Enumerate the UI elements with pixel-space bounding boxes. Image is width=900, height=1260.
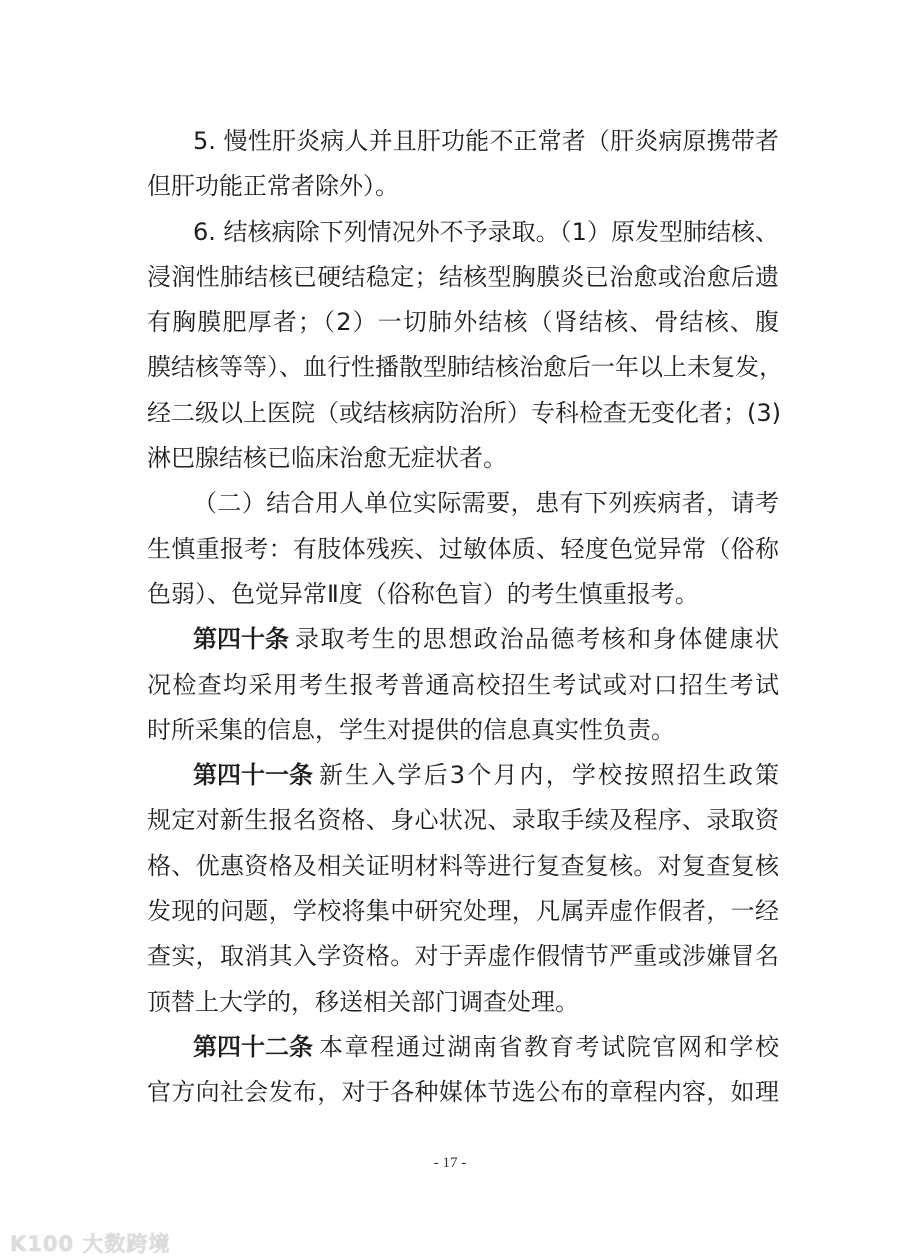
- text-line: [147, 345, 783, 390]
- line-text: 录取考生的思想政治品德考核和身体健康状: [295, 625, 779, 654]
- text-line: [147, 663, 779, 708]
- line-text: （二）结合用人单位实际需要，患有下列疾病者，请考: [193, 489, 779, 518]
- article-heading: 第四十条: [193, 625, 289, 654]
- text-line: [147, 1025, 779, 1070]
- line-text: 本章程通过湖南省教育考试院官网和学校: [319, 1032, 779, 1061]
- line-text: 经二级以上医院（或结核病防治所）专科检查无变化者；(3): [147, 398, 781, 427]
- text-line: [147, 980, 779, 1025]
- article-heading: 第四十二条: [193, 1032, 313, 1061]
- text-line: [147, 798, 779, 843]
- text-line: [147, 210, 779, 255]
- text-line: [147, 708, 779, 753]
- line-text: 官方向社会发布，对于各种媒体节选公布的章程内容，如理: [147, 1078, 779, 1107]
- article-paragraph: [147, 753, 779, 1025]
- paragraph: [147, 481, 779, 617]
- paragraph: [147, 210, 783, 482]
- text-line: [147, 844, 779, 889]
- line-text: 生慎重报考：有肢体残疾、过敏体质、轻度色觉异常（俗称: [147, 534, 779, 563]
- text-line: [147, 934, 779, 979]
- line-text: 格、优惠资格及相关证明材料等进行复查复核。对复查复核: [147, 851, 779, 880]
- line-text: 规定对新生报名资格、身心状况、录取手续及程序、录取资: [147, 806, 779, 835]
- article-paragraph: [147, 1025, 779, 1116]
- line-text: 浸润性肺结核已硬结稳定；结核型胸膜炎已治愈或治愈后遗: [147, 262, 779, 291]
- paragraph: [147, 119, 779, 210]
- line-text: 时所采集的信息，学生对提供的信息真实性负责。: [147, 715, 675, 744]
- text-line: [147, 255, 779, 300]
- document-body: [147, 119, 783, 1116]
- line-text: 顶替上大学的，移送相关部门调查处理。: [147, 987, 579, 1016]
- text-line: [147, 391, 779, 436]
- line-text: 淋巴腺结核已临床治愈无症状者。: [147, 444, 507, 473]
- line-text: 发现的问题，学校将集中研究处理，凡属弄虚作假者，一经: [147, 897, 779, 926]
- line-text: 5. 慢性肝炎病人并且肝功能不正常者（肝炎病原携带者: [193, 127, 779, 155]
- text-line: [147, 481, 779, 526]
- text-line: [147, 753, 779, 798]
- line-text: 但肝功能正常者除外）。: [147, 172, 399, 201]
- line-text: 新生入学后3个月内，学校按照招生政策: [319, 761, 779, 790]
- text-line: [147, 527, 779, 572]
- text-line: [147, 300, 779, 345]
- line-text: 色弱）、色觉异常Ⅱ度（俗称色盲）的考生慎重报考。: [147, 579, 699, 608]
- text-line: [147, 617, 779, 662]
- line-text: 况检查均采用考生报考普通高校招生考试或对口招生考试: [147, 670, 779, 699]
- page-number: - 17 -: [433, 1155, 467, 1171]
- article-heading: 第四十一条: [193, 761, 313, 790]
- text-line: [147, 119, 779, 164]
- text-line: [147, 572, 779, 617]
- line-text: 有胸膜肥厚者；（2）一切肺外结核（肾结核、骨结核、腹: [147, 308, 779, 337]
- article-paragraph: [147, 617, 779, 753]
- watermark-logo: K100 大数跨境: [10, 1232, 171, 1256]
- text-line: [147, 889, 779, 934]
- line-text: 查实，取消其入学资格。对于弄虚作假情节严重或涉嫌冒名: [147, 942, 779, 971]
- text-line: [147, 436, 779, 481]
- line-text: 6. 结核病除下列情况外不予录取。（1）原发型肺结核、: [193, 217, 779, 246]
- text-line: [147, 164, 779, 209]
- line-text: 膜结核等等）、血行性播散型肺结核治愈后一年以上未复发，: [147, 353, 783, 382]
- text-line: [147, 1070, 779, 1115]
